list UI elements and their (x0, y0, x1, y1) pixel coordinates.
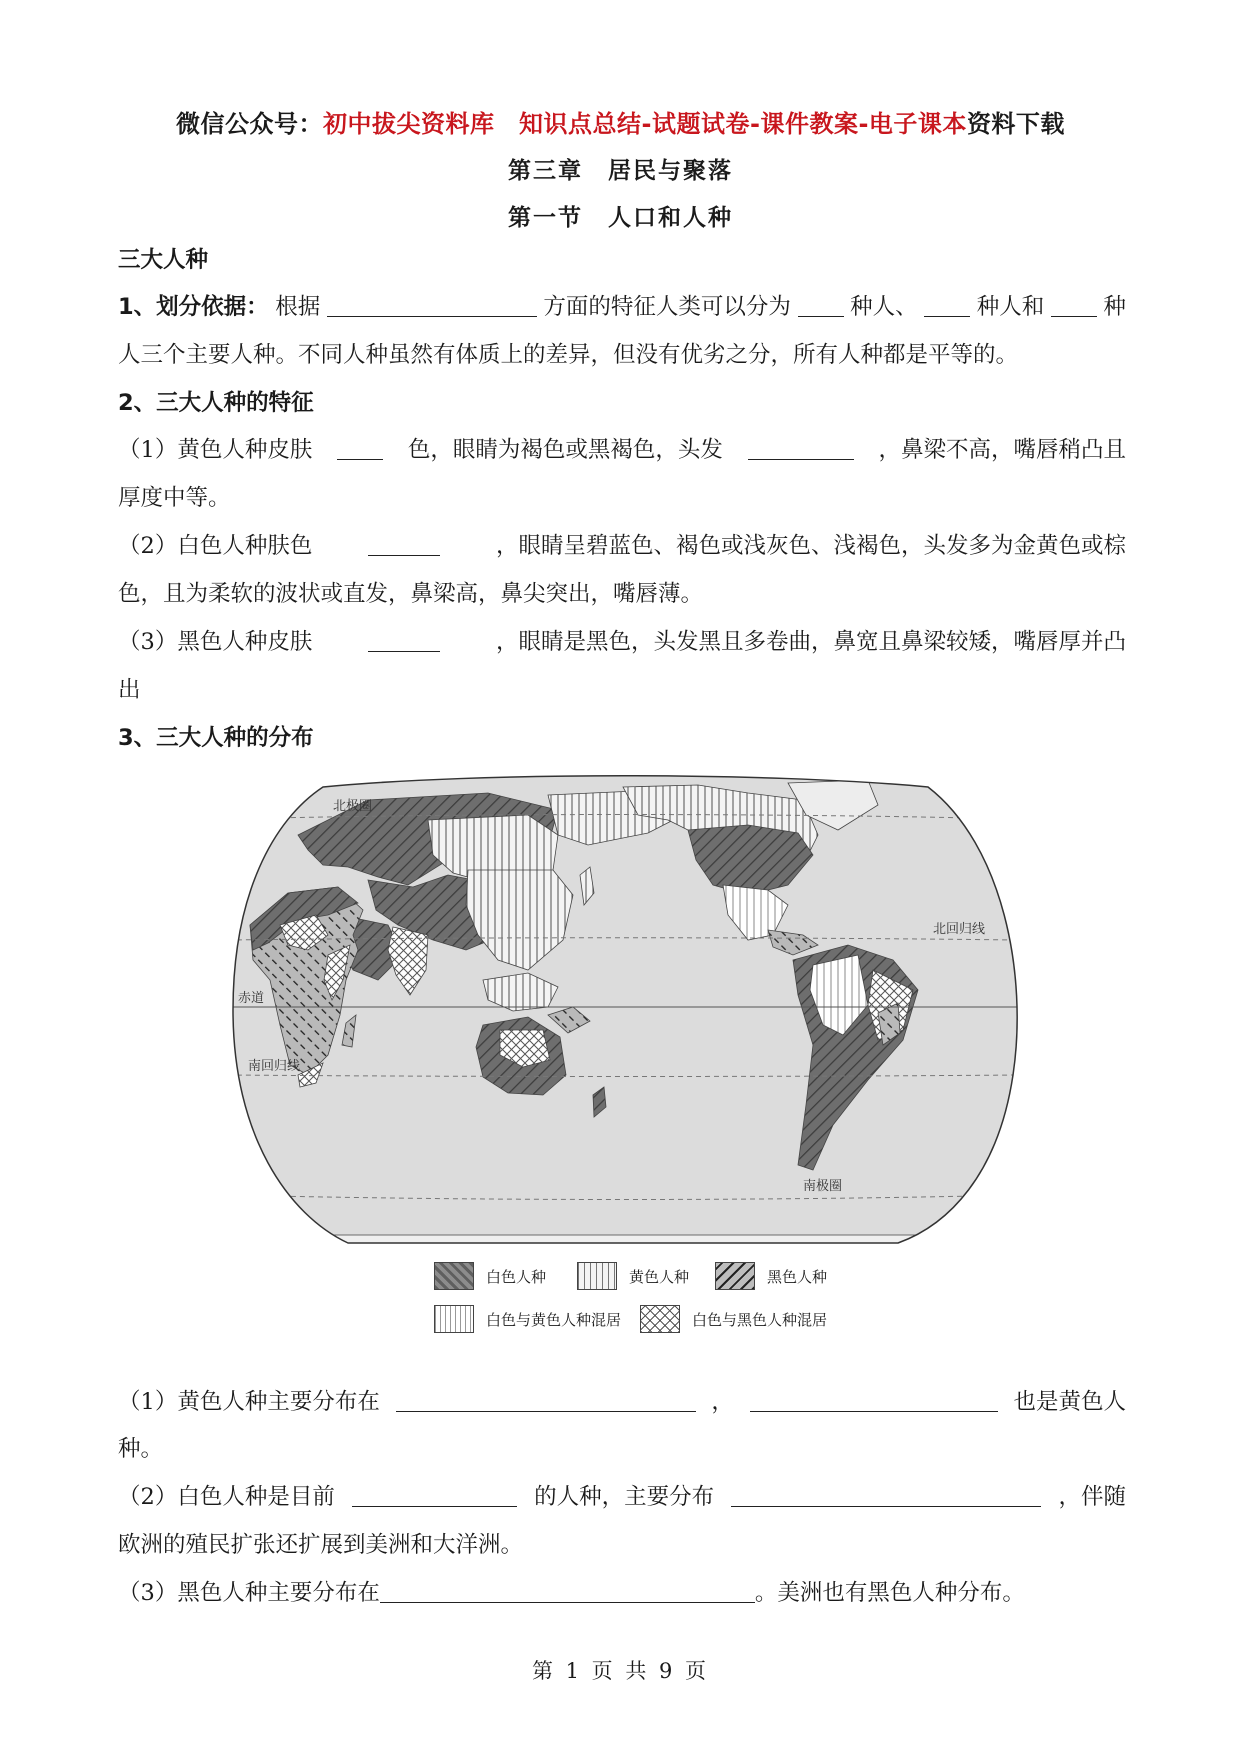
q3-a1-line2: 种。 (118, 1436, 164, 1462)
q1-text-c: 种人、 (850, 294, 918, 320)
q2-p1-b: 色，眼睛为褐色或黑褐色，头发 (407, 437, 723, 463)
page-footer: 第 1 页 共 9 页 (531, 1659, 710, 1683)
q2-p2-line1 (118, 531, 1126, 561)
q3-blank-white-region[interactable] (731, 1482, 1041, 1507)
q2-p3-b: ，眼睛是黑色，头发黑且多卷曲，鼻宽且鼻梁较矮，嘴唇厚并凸 (495, 629, 1126, 655)
legend-label: 黑色人种 (767, 1268, 828, 1286)
section-title: 第一节 人口和人种 (508, 205, 733, 231)
legend-swatch-black (715, 1262, 755, 1290)
header-suffix: 资料下载 (966, 110, 1065, 138)
q3-a2-c: ，伴随 (1058, 1484, 1126, 1510)
q3-a1-line1 (118, 1387, 1126, 1417)
q2-p1-a: （1）黄色人种皮肤 (118, 437, 313, 463)
label-tropic-capricorn: 南回归线 (248, 1059, 301, 1074)
world-map-svg (228, 775, 1018, 1250)
q3-blank-white-size[interactable] (352, 1482, 517, 1507)
topic-heading: 三大人种 (118, 247, 209, 273)
q2-p3-line1 (118, 627, 1126, 657)
map-body (228, 775, 1018, 1250)
q3-blank-yellow-other[interactable] (750, 1387, 998, 1412)
label-north-polar: 北极圈 (333, 799, 373, 814)
header-prefix: 微信公众号： (176, 110, 324, 138)
q1-blank-basis[interactable] (327, 292, 537, 317)
q3-a3-b: 。美洲也有黑色人种分布。 (754, 1580, 1025, 1606)
header-red-text: 初中拔尖资料库 知识点总结-试题试卷-课件教案-电子课本 (323, 110, 967, 138)
q2-heading: 2、三大人种的特征 (118, 390, 314, 416)
q3-a1-b: ， (711, 1389, 734, 1415)
q3-a3-a: （3）黑色人种主要分布在 (118, 1580, 380, 1606)
q1-blank-race3[interactable] (1051, 292, 1097, 317)
q1-line1 (118, 292, 1126, 322)
q2-blank-black-skin[interactable] (368, 627, 440, 652)
q3-a3-line1 (118, 1578, 1126, 1608)
q3-blank-yellow-region[interactable] (396, 1387, 696, 1412)
q2-p1-line1 (118, 435, 1126, 465)
q1-text-e: 种 (1103, 294, 1126, 320)
q2-blank-white-skin[interactable] (368, 531, 440, 556)
header-banner (0, 104, 1241, 139)
q2-p3-line2: 出 (118, 677, 141, 703)
q3-a1-a: （1）黄色人种主要分布在 (118, 1389, 380, 1415)
q1-blank-race2[interactable] (924, 292, 970, 317)
q1-label: 1、划分依据： (118, 294, 269, 320)
chapter-title: 第三章 居民与聚落 (508, 158, 733, 184)
q3-blank-black-region[interactable] (380, 1578, 755, 1603)
q2-p2-line2: 色，且为柔软的波状或直发，鼻梁高，鼻尖突出，嘴唇薄。 (118, 581, 704, 607)
q1-text-b: 方面的特征人类可以分为 (543, 294, 791, 320)
legend-label: 白色与黄色人种混居 (486, 1311, 622, 1329)
legend-swatch-white (434, 1262, 474, 1290)
q2-blank-yellow-skin[interactable] (337, 435, 383, 460)
q3-a1-c: 也是黄色人 (1013, 1389, 1126, 1415)
legend-label: 白色与黑色人种混居 (692, 1311, 828, 1329)
q3-a2-a: （2）白色人种是目前 (118, 1484, 335, 1510)
q1-text-a: 根据 (275, 294, 321, 320)
legend-swatch-wb (640, 1305, 680, 1333)
q3-heading: 3、三大人种的分布 (118, 725, 314, 751)
legend-swatch-yellow (577, 1262, 617, 1290)
label-equator: 赤道 (238, 991, 265, 1006)
q2-p2-b: ，眼睛呈碧蓝色、褐色或浅灰色、浅褐色，头发多为金黄色或棕 (495, 533, 1126, 559)
label-tropic-cancer: 北回归线 (933, 922, 986, 937)
q3-a2-line2: 欧洲的殖民扩张还扩展到美洲和大洋洲。 (118, 1532, 524, 1558)
q1-line2: 人三个主要人种。不同人种虽然有体质上的差异，但没有优劣之分，所有人种都是平等的。 (118, 342, 1019, 368)
legend-swatch-wy (434, 1305, 474, 1333)
q2-p3-a: （3）黑色人种皮肤 (118, 629, 313, 655)
q1-text-d: 种人和 (976, 294, 1045, 320)
q3-a2-b: 的人种，主要分布 (534, 1484, 715, 1510)
legend-label: 白色人种 (486, 1268, 547, 1286)
race-distribution-map (228, 775, 1018, 1250)
q2-p2-a: （2）白色人种肤色 (118, 533, 313, 559)
q2-p1-c: ，鼻梁不高，嘴唇稍凸且 (878, 437, 1126, 463)
q3-a2-line1 (118, 1482, 1126, 1512)
label-south-polar: 南极圈 (803, 1179, 843, 1194)
q2-blank-yellow-hair[interactable] (748, 435, 854, 460)
q2-p1-line2: 厚度中等。 (118, 485, 231, 511)
legend-label: 黄色人种 (629, 1268, 690, 1286)
q1-blank-race1[interactable] (798, 292, 844, 317)
